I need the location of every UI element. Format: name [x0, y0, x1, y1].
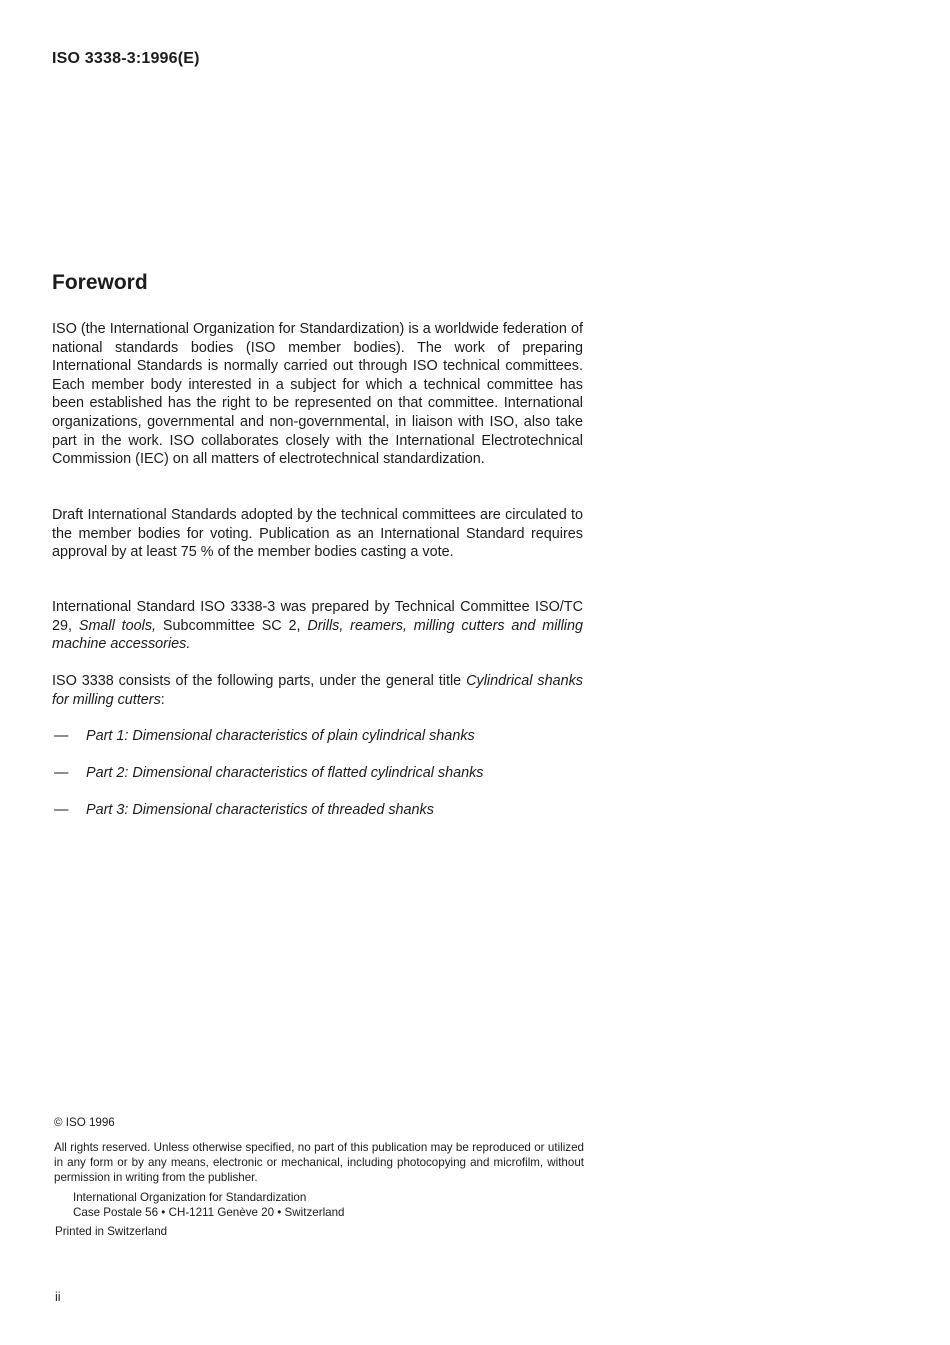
- dash-bullet: —: [54, 765, 69, 781]
- committee-title: Small tools,: [78, 617, 157, 634]
- paragraph-text: [52, 672, 583, 709]
- dash-bullet: —: [54, 802, 69, 818]
- paragraph-draft-standards: [52, 506, 583, 562]
- part-title: Part 1: Dimensional characteristics of plain cylindrical shanks: [86, 728, 475, 744]
- part-title: Part 2: Dimensional characteristics of flatted cylindrical shanks: [86, 765, 484, 781]
- text-run: Subcommittee SC 2,: [156, 617, 308, 634]
- paragraph-text: Draft International Standards adopted by the technical committees are circulated to the member bodies for voting. Publication as an International Standard requires approval by at least 75 % of the member bodies casting a vote.: [52, 507, 583, 561]
- document-id: ISO 3338-3:1996(E): [52, 50, 200, 67]
- copyright-line: © ISO 1996: [54, 1116, 115, 1129]
- paragraph-text: ISO (the International Organization for Standardization) is a worldwide federation of national standards bodies (ISO member bodies). The work of preparing International Standards is normally carried out through ISO technical committees. Each member body interested in a subject for which a technical committee has been established has the right to be represented on that committee. International organizations, governmental and non-governmental, in liaison with ISO, also take part in the work. ISO collaborates closely with the International Electrotechnical Commission (IEC) on all matters of electrotechnical standardization.: [52, 321, 583, 468]
- list-item: [54, 802, 434, 818]
- page-number: ii: [55, 1290, 61, 1304]
- subcommittee-title: Drills, reamers, milling cutters and milling machine accessories.: [52, 617, 584, 653]
- publisher-address: [73, 1190, 345, 1220]
- dash-bullet: —: [54, 728, 69, 744]
- paragraph-parts-intro: [52, 672, 583, 709]
- list-item: [54, 765, 484, 781]
- organization-name: International Organization for Standardization: [73, 1191, 307, 1204]
- section-title: Foreword: [52, 271, 148, 294]
- text-run: International Standard ISO 3338-3 was prepared by Technical Committee ISO/TC 29,: [52, 599, 583, 634]
- paragraph-prepared-by: [52, 598, 583, 654]
- list-item: [54, 728, 475, 744]
- text-run: ISO 3338 consists of the following parts, under the general title: [52, 673, 467, 689]
- postal-address: Case Postale 56 • CH-1211 Genève 20 • Switzerland: [73, 1206, 345, 1219]
- part-title: Part 3: Dimensional characteristics of threaded shanks: [86, 802, 434, 818]
- printed-in: Printed in Switzerland: [55, 1225, 168, 1238]
- rights-notice: All rights reserved. Unless otherwise specified, no part of this publication may be reproduced or utilized in any form or by any means, electronic or mechanical, including photocopying and microfilm, without permission in writing from the publisher.: [54, 1141, 584, 1184]
- paragraph-iso-intro: [52, 320, 583, 469]
- general-title: Cylindrical shanks for milling cutters: [52, 673, 583, 708]
- text-run: :: [160, 691, 165, 708]
- paragraph-text: [52, 598, 583, 654]
